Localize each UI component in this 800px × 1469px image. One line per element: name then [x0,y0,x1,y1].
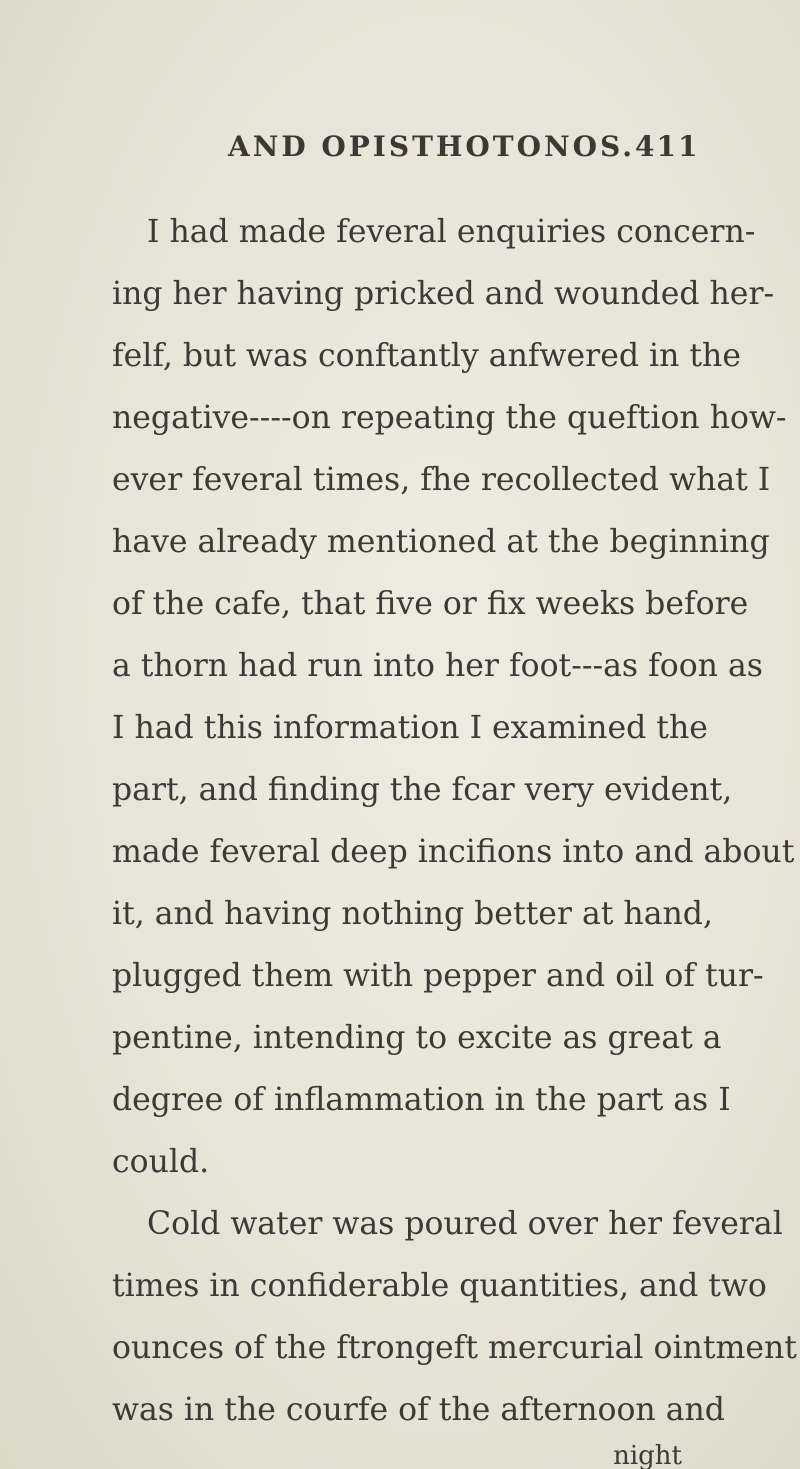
running-head-title: AND OPISTHOTONOS. [228,130,635,163]
text-line: made feveral deep incifions into and about [112,834,795,870]
text-line: it, and having nothing better at hand, [112,896,713,932]
text-line: could. [112,1144,210,1180]
text-line: part, and finding the fcar very evident, [112,772,733,808]
text-line: negative----on repeating the queftion how- [112,400,787,436]
text-line: Cold water was poured over her feveral [147,1206,783,1242]
text-line: ing her having pricked and wounded her- [112,276,775,312]
text-line: ounces of the ftrongeft mercurial ointment [112,1330,797,1366]
running-head [228,130,748,170]
text-line: ever feveral times, fhe recollected what I [112,462,771,498]
page-number: 411 [635,130,700,163]
text-line: of the cafe, that five or fix weeks before [112,586,749,622]
text-line: I had this information I examined the [112,710,708,746]
catchword: night [613,1441,682,1469]
text-line: have already mentioned at the beginning [112,524,770,560]
text-line: felf, but was conftantly anfwered in the [112,338,741,374]
text-line: times in confiderable quantities, and two [112,1268,767,1304]
text-line: pentine, intending to excite as great a [112,1020,722,1056]
text-line: I had made feveral enquiries concern- [147,214,756,250]
text-line: a thorn had run into her foot---as foon as [112,648,763,684]
text-line: plugged them with pepper and oil of tur- [112,958,764,994]
text-line: was in the courfe of the afternoon and [112,1392,725,1428]
text-line: degree of inflammation in the part as I [112,1082,731,1118]
